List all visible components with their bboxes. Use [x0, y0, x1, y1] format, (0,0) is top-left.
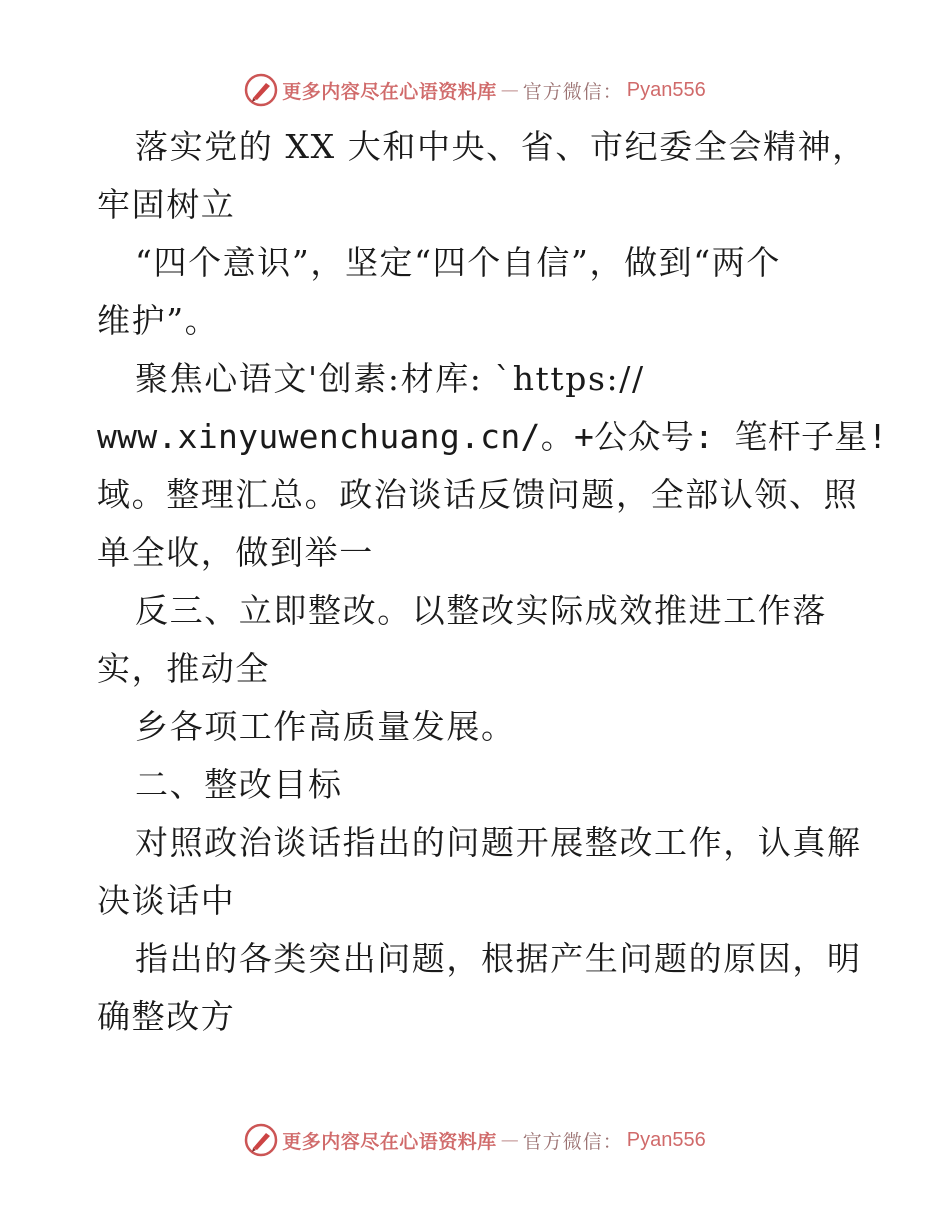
footer-banner	[0, 1120, 950, 1160]
body-line: 牢固树立	[97, 185, 236, 224]
section-heading: 二、整改目标	[135, 765, 343, 804]
banner-wechat-label: 官方微信：	[522, 80, 623, 103]
pen-logo-icon	[244, 73, 278, 107]
body-line: 实，推动全	[97, 649, 270, 688]
banner-wechat-label: 官方微信：	[522, 1130, 623, 1153]
header-banner	[0, 70, 950, 110]
body-line: 反三、立即整改。以整改实际成效推进工作落	[135, 591, 827, 630]
banner-dash: —	[500, 1129, 519, 1151]
document-body	[97, 118, 888, 1046]
body-line: www.xinyuwenchuang.cn/。+公众号: 笔杆子星!	[97, 417, 888, 456]
body-line: “四个意识”，坚定“四个自信”，做到“两个	[135, 243, 781, 282]
body-line: 确整改方	[97, 997, 236, 1036]
body-line: 对照政治谈话指出的问题开展整改工作，认真解	[135, 823, 862, 862]
body-line: 决谈话中	[97, 881, 236, 920]
body-line: 聚焦心语文'创素:材库: `https://	[135, 359, 645, 398]
banner-wechat-id: Pyan556	[626, 1128, 706, 1151]
body-line: 乡各项工作高质量发展。	[135, 707, 516, 746]
banner-dash: —	[500, 79, 519, 101]
body-line: 指出的各类突出问题，根据产生问题的原因，明	[135, 939, 862, 978]
body-line: 单全收，做到举一	[97, 533, 374, 572]
body-line: 域。整理汇总。政治谈话反馈问题，全部认领、照	[97, 475, 859, 514]
banner-wechat-id: Pyan556	[626, 78, 706, 101]
pen-logo-icon	[244, 1123, 278, 1157]
body-line: 维护”。	[97, 301, 220, 340]
banner-brand: 更多内容尽在心语资料库	[282, 80, 497, 103]
banner-brand: 更多内容尽在心语资料库	[282, 1130, 497, 1153]
body-line: 落实党的 XX 大和中央、省、市纪委全会精神，	[135, 127, 867, 166]
